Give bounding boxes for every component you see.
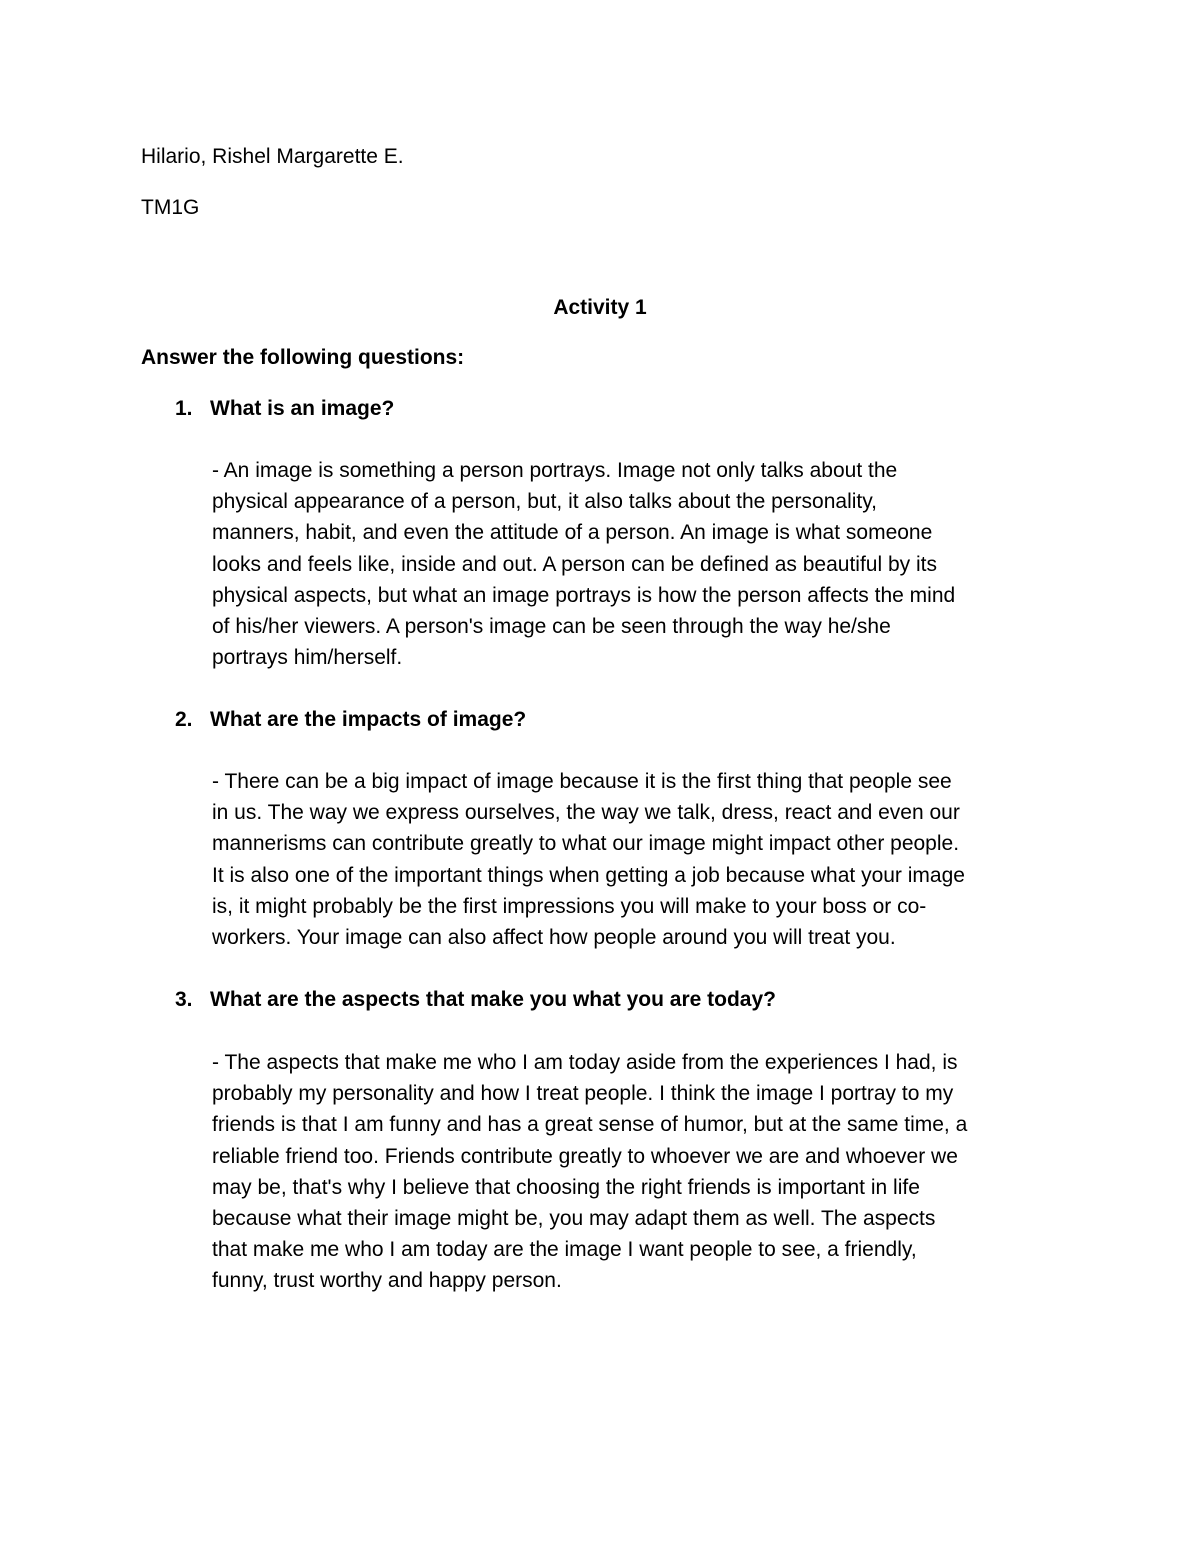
answer-line: friends is that I am funny and has a great sense of humor, but at the same time, a <box>212 1113 968 1137</box>
answer-line: - There can be a big impact of image because it is the first thing that people see <box>212 770 952 793</box>
activity-title: Activity 1 <box>553 296 647 319</box>
question-text: What is an image? <box>210 397 395 420</box>
answer-line: that make me who I am today are the image I want people to see, a friendly, <box>212 1238 917 1262</box>
question-3 <box>141 986 1071 1014</box>
question-2 <box>141 706 1071 734</box>
answer-2 <box>212 766 1072 953</box>
student-section: TM1G <box>141 196 200 219</box>
answer-line: physical appearance of a person, but, it also talks about the personality, <box>212 490 878 514</box>
answer-line: - The aspects that make me who I am today aside from the experiences I had, is <box>212 1051 958 1074</box>
answer-line: funny, trust worthy and happy person. <box>212 1269 562 1293</box>
answer-line: portrays him/herself. <box>212 646 403 670</box>
question-number: 3. <box>175 988 193 1011</box>
student-name: Hilario, Rishel Margarette E. <box>141 145 404 168</box>
instruction-heading: Answer the following questions: <box>141 346 465 369</box>
answer-line: mannerisms can contribute greatly to what our image might impact other people. <box>212 832 960 856</box>
question-1 <box>141 395 1071 423</box>
question-number: 1. <box>175 397 193 420</box>
answer-line: - An image is something a person portrays. Image not only talks about the <box>212 459 898 482</box>
answer-line: in us. The way we express ourselves, the way we talk, dress, react and even our <box>212 801 960 825</box>
answer-1 <box>212 455 1072 673</box>
question-text: What are the impacts of image? <box>210 708 527 731</box>
answer-line: physical aspects, but what an image portrays is how the person affects the mind <box>212 583 956 607</box>
answer-line: looks and feels like, inside and out. A person can be defined as beautiful by its <box>212 552 937 576</box>
answer-3 <box>212 1047 1072 1297</box>
answer-line: manners, habit, and even the attitude of a person. An image is what someone <box>212 521 933 545</box>
answer-line: workers. Your image can also affect how people around you will treat you. <box>212 926 896 950</box>
answer-line: is, it might probably be the first impressions you will make to your boss or co- <box>212 894 927 918</box>
answer-line: It is also one of the important things when getting a job because what your image <box>212 863 965 887</box>
question-text: What are the aspects that make you what you are today? <box>210 988 776 1011</box>
question-number: 2. <box>175 708 193 731</box>
answer-line: may be, that's why I believe that choosing the right friends is important in life <box>212 1175 920 1199</box>
answer-line: probably my personality and how I treat people. I think the image I portray to my <box>212 1082 954 1106</box>
answer-line: reliable friend too. Friends contribute greatly to whoever we are and whoever we <box>212 1144 958 1168</box>
answer-line: of his/her viewers. A person's image can be seen through the way he/she <box>212 615 891 639</box>
answer-line: because what their image might be, you may adapt them as well. The aspects <box>212 1207 936 1231</box>
